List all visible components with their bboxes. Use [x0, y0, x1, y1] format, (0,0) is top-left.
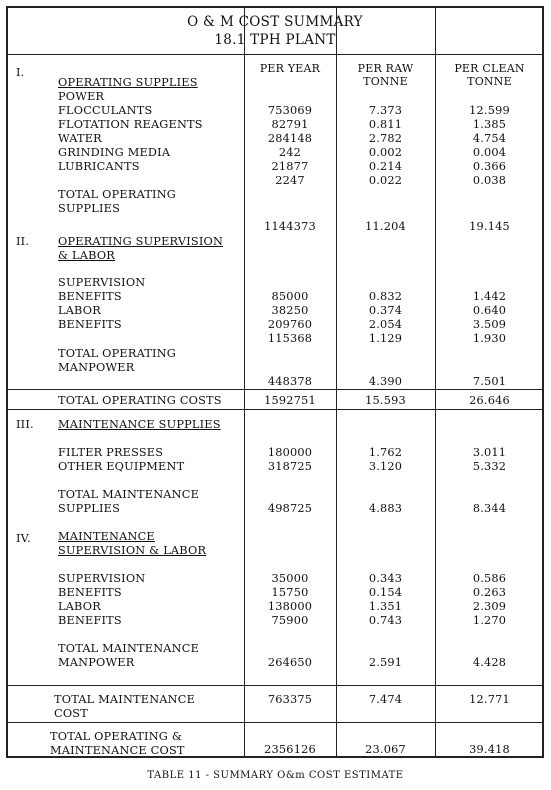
cell-per-year: 115368 [267, 332, 313, 345]
section-numeral: II. [16, 235, 30, 248]
cell-per-raw: 4.883 [368, 502, 403, 515]
row-label: SUPPLIES [58, 502, 121, 515]
row-label: LABOR [58, 600, 101, 613]
cell-per-raw: 7.373 [368, 104, 403, 117]
section-heading: OPERATING SUPPLIES [58, 76, 198, 89]
cell-per-raw: 1.129 [368, 332, 403, 345]
cell-per-year: 75900 [271, 614, 309, 627]
cell-per-year: 318725 [267, 460, 313, 473]
cell-per-clean: 1.930 [472, 332, 507, 345]
cell-per-year: 763375 [267, 693, 313, 706]
cell-per-clean: 0.586 [472, 572, 507, 585]
cell-per-year: 2356126 [264, 743, 316, 756]
cell-per-clean: 4.428 [472, 656, 507, 669]
row-label: LABOR [58, 304, 101, 317]
row-divider [8, 409, 542, 410]
row-label: COST [54, 707, 88, 720]
row-label: SUPERVISION [58, 276, 146, 289]
row-label: SUPERVISION [58, 572, 146, 585]
cell-per-year: 38250 [271, 304, 309, 317]
cell-per-raw: 0.743 [368, 614, 403, 627]
cell-per-clean: 4.754 [472, 132, 507, 145]
section-heading: & LABOR [58, 249, 115, 262]
cell-per-clean: 0.004 [472, 146, 507, 159]
row-label: BENEFITS [58, 586, 122, 599]
cell-per-clean: 19.145 [469, 220, 510, 233]
row-label: FLOCCULANTS [58, 104, 153, 117]
row-label: LUBRICANTS [58, 160, 140, 173]
row-label: TOTAL MAINTENANCE [54, 693, 196, 706]
cell-per-raw: 3.120 [368, 460, 403, 473]
cell-per-year: 2247 [275, 174, 305, 187]
cell-per-year: 242 [278, 146, 302, 159]
row-label: GRINDING MEDIA [58, 146, 171, 159]
row-label: TOTAL OPERATING COSTS [58, 394, 222, 407]
cell-per-raw: 2.054 [368, 318, 403, 331]
cell-per-raw: 0.374 [368, 304, 403, 317]
cell-per-raw: 0.214 [368, 160, 403, 173]
cell-per-clean: 1.270 [472, 614, 507, 627]
row-label: MANPOWER [58, 656, 135, 669]
row-divider [8, 685, 542, 686]
cell-per-raw: 4.390 [368, 375, 403, 388]
header-per-raw-2: TONNE [363, 75, 408, 88]
row-divider [8, 389, 542, 390]
cell-per-year: 15750 [271, 586, 309, 599]
cell-per-clean: 1.442 [472, 290, 507, 303]
cell-per-clean: 2.309 [472, 600, 507, 613]
cell-per-year: 180000 [267, 446, 313, 459]
row-label: TOTAL OPERATING [58, 188, 177, 201]
section-heading: MAINTENANCE SUPPLIES [58, 418, 221, 431]
cell-per-clean: 0.640 [472, 304, 507, 317]
cell-per-clean: 3.509 [472, 318, 507, 331]
header-per-clean-1: PER CLEAN [454, 62, 525, 75]
row-label: BENEFITS [58, 290, 122, 303]
cell-per-year: 1592751 [264, 394, 316, 407]
title-divider [8, 54, 542, 55]
cell-per-clean: 0.366 [472, 160, 507, 173]
row-label: WATER [58, 132, 102, 145]
section-heading: OPERATING SUPERVISION [58, 235, 224, 248]
table-caption: TABLE 11 - SUMMARY O&m COST ESTIMATE [147, 770, 404, 781]
cell-per-raw: 0.154 [368, 586, 403, 599]
row-label: FLOTATION REAGENTS [58, 118, 203, 131]
row-label: MANPOWER [58, 361, 135, 374]
cell-per-clean: 39.418 [469, 743, 510, 756]
cell-per-year: 138000 [267, 600, 313, 613]
table-title: O & M COST SUMMARY [187, 14, 363, 30]
cell-per-raw: 7.474 [368, 693, 403, 706]
header-per-clean-2: TONNE [467, 75, 512, 88]
cell-per-clean: 12.771 [469, 693, 510, 706]
cell-per-raw: 1.351 [368, 600, 403, 613]
row-label: BENEFITS [58, 614, 122, 627]
cell-per-year: 753069 [267, 104, 313, 117]
section-numeral: I. [16, 66, 25, 79]
cell-per-raw: 0.811 [368, 118, 403, 131]
cell-per-year: 1144373 [264, 220, 316, 233]
cell-per-clean: 7.501 [472, 375, 507, 388]
cell-per-year: 264650 [267, 656, 313, 669]
cell-per-year: 85000 [271, 290, 309, 303]
cell-per-raw: 2.591 [368, 656, 403, 669]
cell-per-year: 284148 [267, 132, 313, 145]
cell-per-year: 82791 [271, 118, 309, 131]
cell-per-raw: 23.067 [365, 743, 406, 756]
row-label: TOTAL MAINTENANCE [58, 642, 200, 655]
cell-per-raw: 0.832 [368, 290, 403, 303]
row-label: OTHER EQUIPMENT [58, 460, 185, 473]
cell-per-clean: 5.332 [472, 460, 507, 473]
cell-per-clean: 8.344 [472, 502, 507, 515]
cell-per-raw: 15.593 [365, 394, 406, 407]
cell-per-clean: 3.011 [472, 446, 507, 459]
cell-per-clean: 26.646 [469, 394, 510, 407]
section-heading: SUPERVISION & LABOR [58, 544, 207, 557]
cell-per-year: 498725 [267, 502, 313, 515]
cell-per-raw: 0.343 [368, 572, 403, 585]
section-numeral: III. [16, 418, 34, 431]
row-label: MAINTENANCE COST [50, 744, 185, 757]
cell-per-raw: 2.782 [368, 132, 403, 145]
cell-per-raw: 1.762 [368, 446, 403, 459]
cell-per-clean: 0.038 [472, 174, 507, 187]
cell-per-clean: 1.385 [472, 118, 507, 131]
section-heading: MAINTENANCE [58, 530, 155, 543]
cell-per-raw: 0.002 [368, 146, 403, 159]
cell-per-year: 21877 [271, 160, 309, 173]
cell-per-raw: 11.204 [365, 220, 406, 233]
row-label: TOTAL MAINTENANCE [58, 488, 200, 501]
row-label: POWER [58, 90, 105, 103]
row-label: TOTAL OPERATING & [50, 730, 183, 743]
row-label: FILTER PRESSES [58, 446, 164, 459]
cell-per-year: 35000 [271, 572, 309, 585]
cell-per-year: 448378 [267, 375, 313, 388]
cell-per-year: 209760 [267, 318, 313, 331]
cost-summary-table [6, 6, 544, 758]
section-numeral: IV. [16, 532, 31, 545]
row-label: SUPPLIES [58, 202, 121, 215]
cell-per-clean: 12.599 [469, 104, 510, 117]
row-label: TOTAL OPERATING [58, 347, 177, 360]
cell-per-clean: 0.263 [472, 586, 507, 599]
cell-per-raw: 0.022 [368, 174, 403, 187]
header-per-year: PER YEAR [259, 62, 321, 75]
table-subtitle: 18.1 TPH PLANT [214, 32, 336, 48]
header-per-raw-1: PER RAW [357, 62, 414, 75]
row-divider [8, 722, 542, 723]
row-label: BENEFITS [58, 318, 122, 331]
